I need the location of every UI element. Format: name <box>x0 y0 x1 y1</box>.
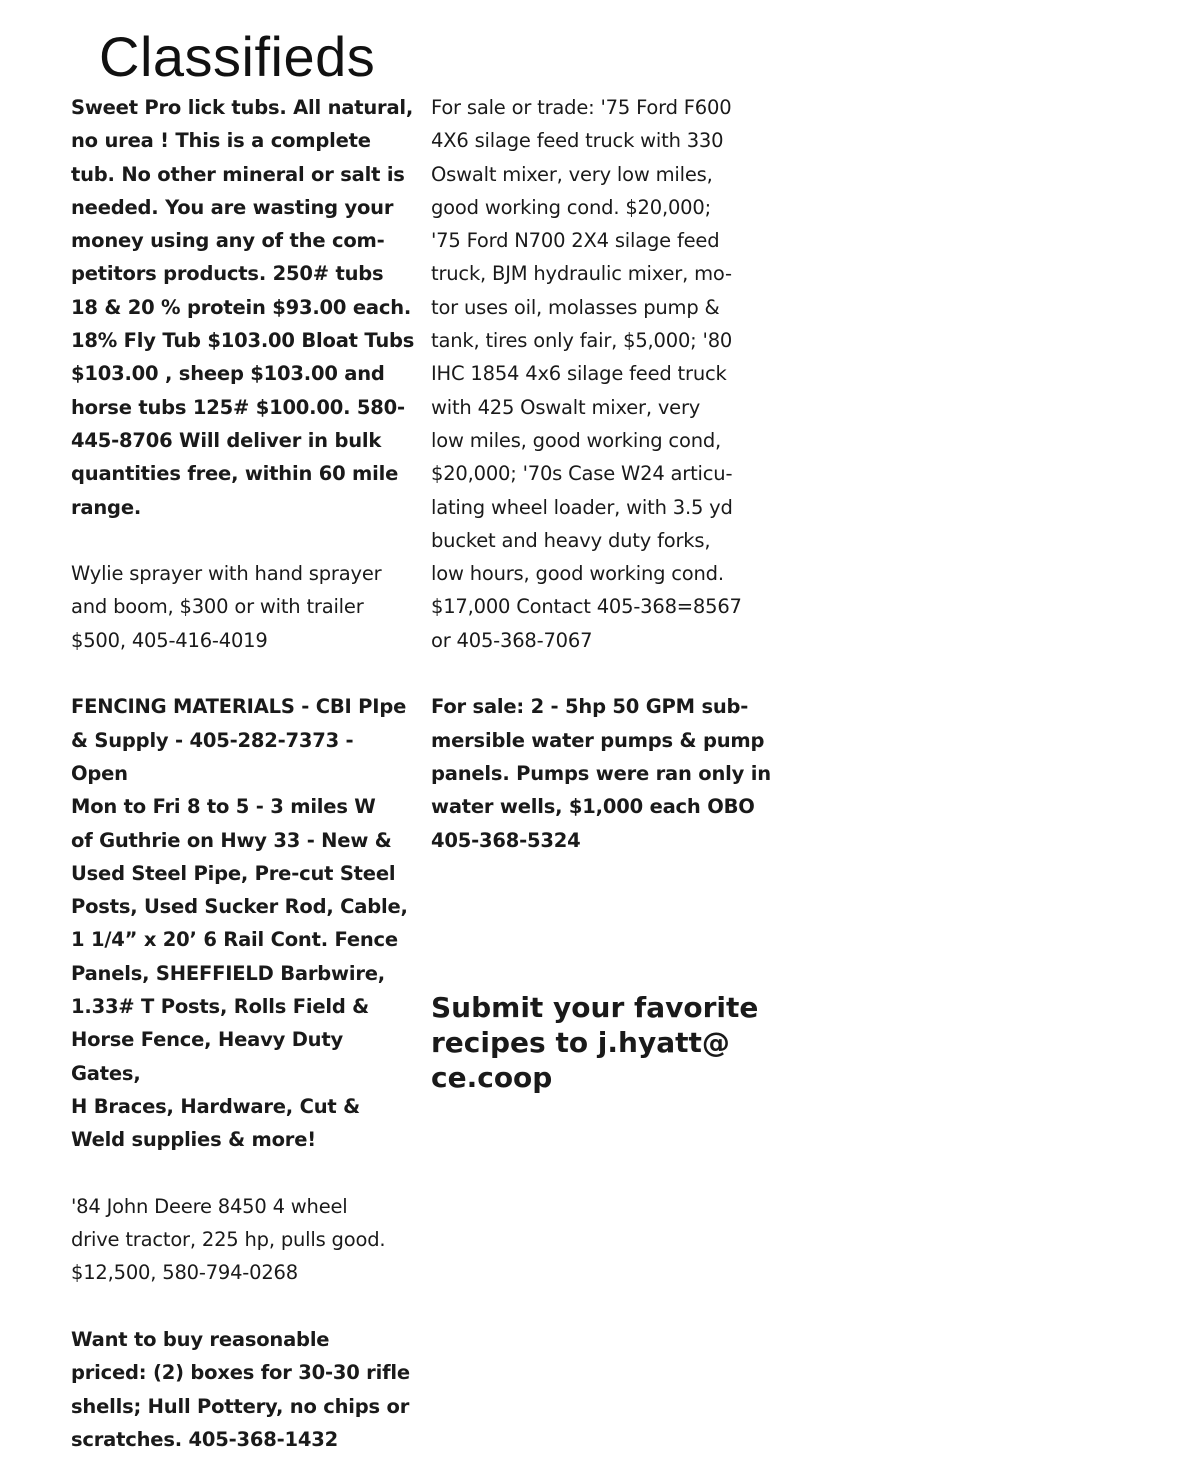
ad-spacer <box>71 1157 416 1190</box>
ad-spacer <box>71 524 416 557</box>
classified-ad-ford-silage-trucks: For sale or trade: '75 Ford F600 4X6 silage feed truck with 330 Oswalt mixer, very low miles, good working cond. $20,000; '75 Ford N700 2X4 silage feed truck, BJM hydraulic mixer, mo- tor uses oil, molasses pump & tank, tires only fair, $5,000; '80 IHC 1854 4x6 silage feed truck with 425 Oswalt mixer, very low miles, good working cond, $20,000; '70s Case W24 articu- lating wheel loader, with 3.5 yd bucket and heavy duty forks, low hours, good working cond. $17,000 Contact 405-368=8567 or 405-368-7067 <box>431 96 742 652</box>
classified-ad-want-to-buy: Want to buy reasonable priced: (2) boxes for 30-30 rifle shells; Hull Pottery, no chips or scratches. 405-368-1432 <box>71 1327 410 1451</box>
ad-spacer <box>431 657 776 690</box>
page-title: Classifieds <box>99 25 376 88</box>
classified-ad-john-deere-tractor: '84 John Deere 8450 4 wheel drive tractor, 225 hp, pulls good. $12,500, 580-794-0268 <box>71 1194 386 1285</box>
classifieds-left-column <box>71 91 416 1456</box>
submit-recipes-notice: Submit your favorite recipes to j.hyatt@ ce.coop <box>431 990 759 1094</box>
classified-ad-water-pumps: For sale: 2 - 5hp 50 GPM sub- mersible water pumps & pump panels. Pumps were ran only in water wells, $1,000 each OBO 405-368-5324 <box>431 695 771 852</box>
ad-spacer <box>71 657 416 690</box>
classified-ad-sweet-pro: Sweet Pro lick tubs. All natural, no urea ! This is a complete tub. No other mineral or salt is needed. You are wasting your money using any of the com- petitors products. 250# tubs 18 & 20 % protein $93.00 each. 18% Fly Tub $103.00 Bloat Tubs $103.00 , sheep $103.00 and horse tubs 125# $100.00. 580- 445-8706 Will deliver in bulk quantities free, within 60 mile range. <box>71 96 415 519</box>
ad-spacer <box>71 1290 416 1323</box>
classified-ad-fencing-materials: FENCING MATERIALS - CBI PIpe & Supply - 405-282-7373 - Open Mon to Fri 8 to 5 - 3 miles W of Guthrie on Hwy 33 - New & Used Steel Pipe, Pre-cut Steel Posts, Used Sucker Rod, Cable, 1 1/4” x 20’ 6 Rail Cont. Fence Panels, SHEFFIELD Barbwire, 1.33# T Posts, Rolls Field & Horse Fence, Heavy Duty Gates, H Braces, Hardware, Cut & Weld supplies & more! <box>71 695 408 1152</box>
classifieds-right-column <box>431 91 776 1095</box>
ad-spacer <box>431 857 776 990</box>
classified-ad-wylie-sprayer: Wylie sprayer with hand sprayer and boom, $300 or with trailer $500, 405-416-4019 <box>71 562 382 652</box>
